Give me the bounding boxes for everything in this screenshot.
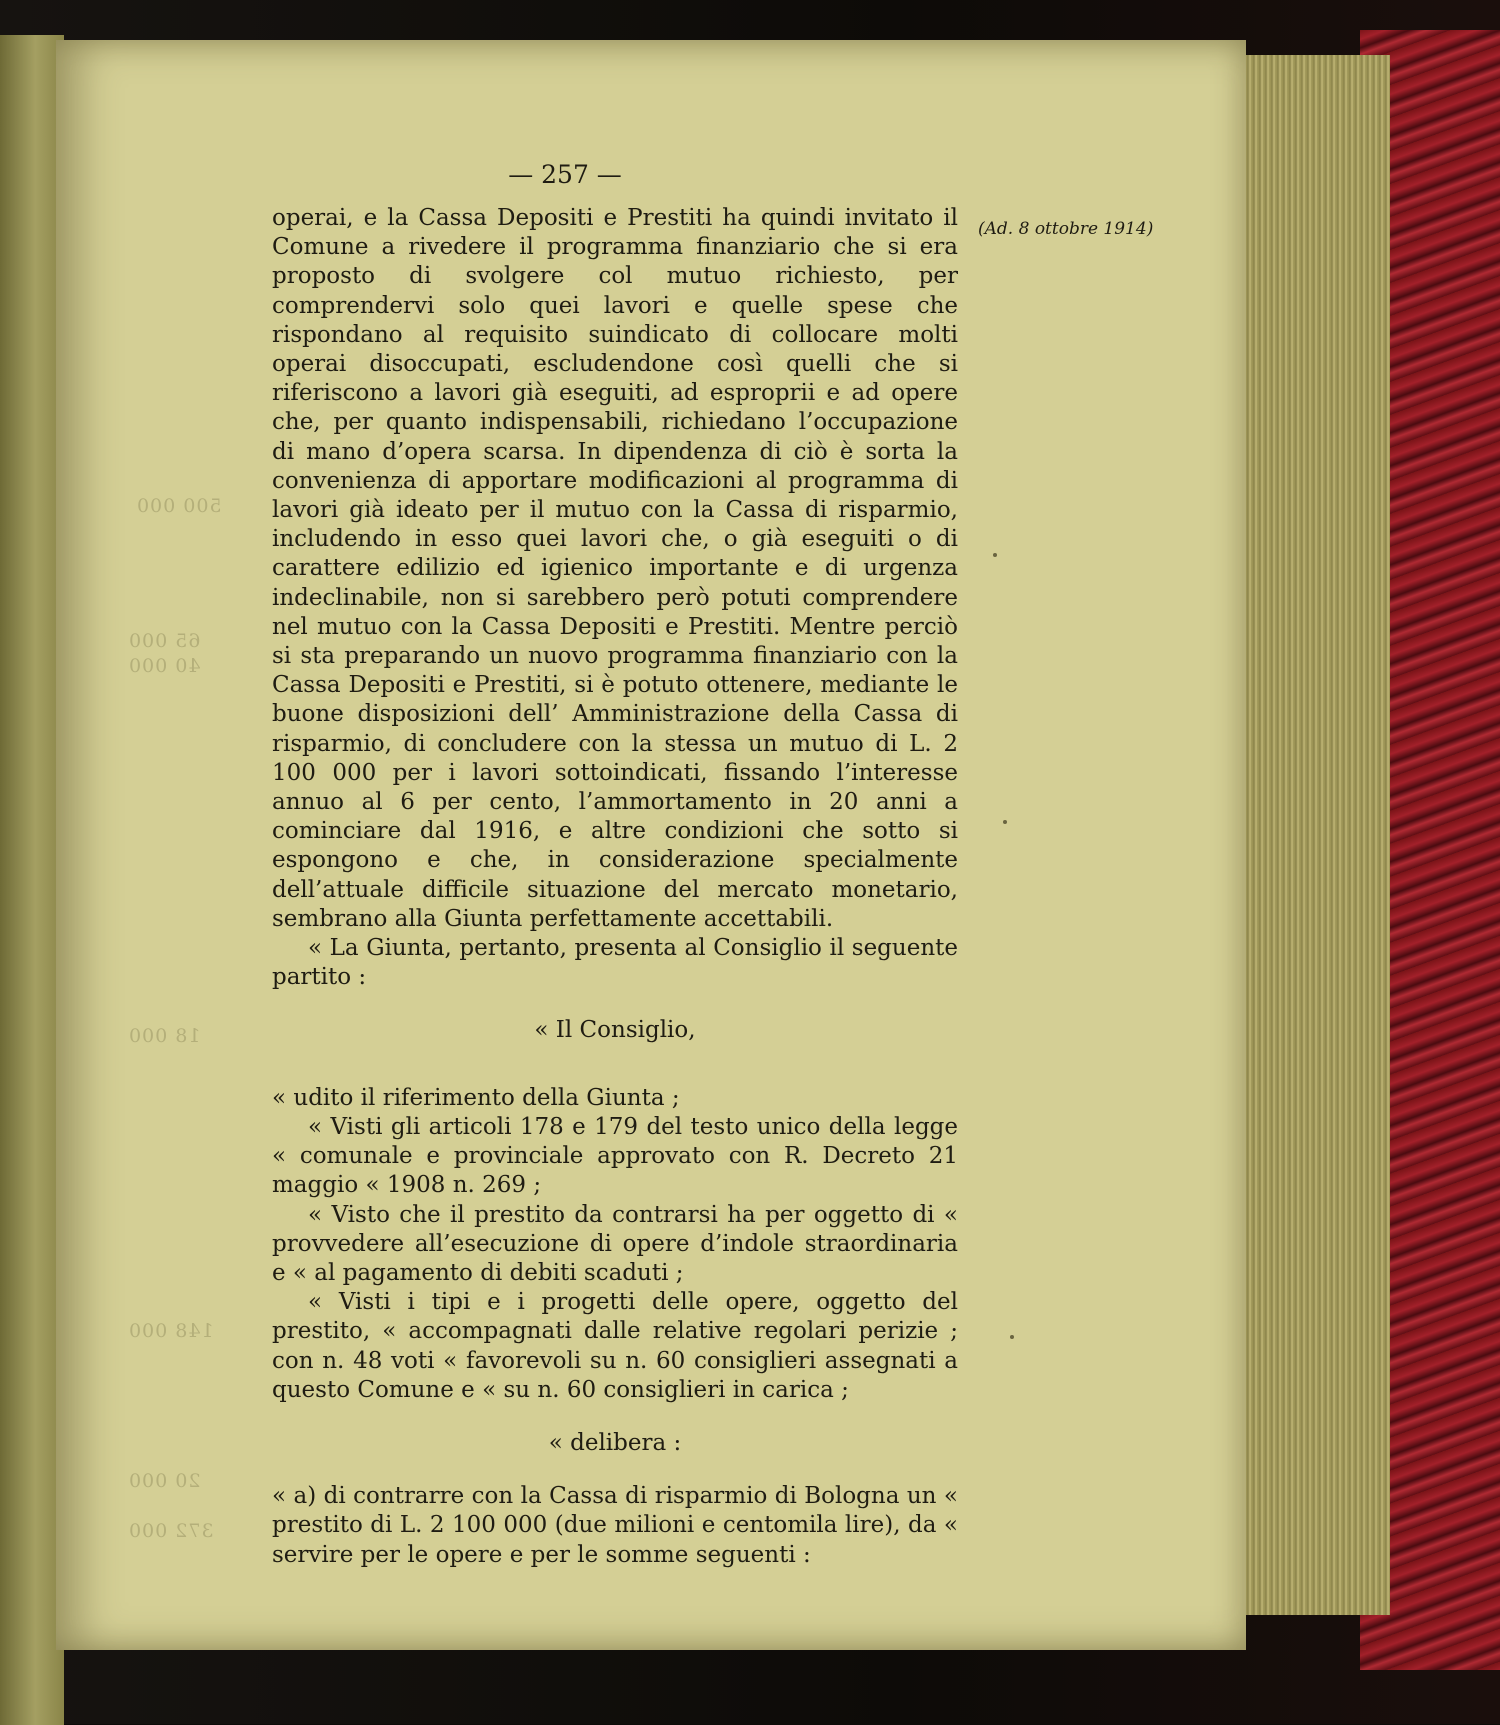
page-edges [1240,55,1390,1615]
heading-delibera: « delibera : [548,1429,682,1456]
ghost-mark: 20 000 [128,1470,201,1492]
paragraph: operai, e la Cassa Depositi e Prestiti ha quindi invitato il Comune a rivedere il programma finanziario che si era proposto di svolgere col mutuo richiesto, per comprendervi solo quei lavori e quelle spese che rispondano al requisito suindicato di collocare molti operai disoccupati, escludendone così quelli che si riferiscono a lavori già eseguiti, ad esproprii e ad opere che, per quanto indispensabili, richiedano l’occupazione di mano d’opera scarsa. In dipendenza di ciò è sorta la convenienza di apportare modificazioni al programma di lavori già ideato per il mutuo con la Cassa di risparmio, includendo in esso quei lavori che, o già eseguiti o di carattere edilizio ed igienico importante e di urgenza indeclinabile, non si sarebbero però potuti comprendere nel mutuo con la Cassa Depositi e Prestiti. Mentre perciò si sta preparando un nuovo programma finanziario con la Cassa Depositi e Prestiti, si è potuto ottenere, mediante le buone disposizioni dell’ Amministrazione della Cassa di risparmio, di concludere con la stessa un mutuo di L. 2 100 000 per i lavori sottoindicati, fissando l’interesse annuo al 6 per cento, l’ammortamento in 20 anni a cominciare dal 1916, e altre condizioni che sotto si espongono e che, in considerazione specialmente dell’attuale difficile situazione del mercato monetario, sembrano alla Giunta perfettamente accettabili. [272,205,958,932]
paragraph: « udito il riferimento della Giunta ; [272,1084,680,1111]
ghost-mark: 148 000 [128,1320,214,1342]
page-number: — 257 — [508,160,622,189]
ghost-mark: 18 000 [128,1025,201,1047]
specks [1003,820,1007,824]
specks [993,553,997,557]
paragraph: « Visti gli articoli 178 e 179 del testo unico della legge « comunale e provinciale approvato con R. Decreto 21 maggio « 1908 n. 269 ; [272,1113,958,1199]
body-text [272,204,958,1570]
paragraph: « La Giunta, pertanto, presenta al Consiglio il seguente partito : [272,935,958,991]
heading-consiglio: « Il Consiglio, [534,1017,696,1044]
ghost-mark: 40 000 [128,655,201,677]
ghost-mark: 372 000 [128,1520,214,1542]
paragraph: « Visto che il prestito da contrarsi ha per oggetto di « provvedere all’esecuzione di opere d’indole straordinaria e « al pagamento di debiti scaduti ; [272,1201,958,1286]
ghost-mark: 65 000 [128,630,201,652]
ghost-mark: 500 000 [136,495,222,517]
paragraph: « a) di contrarre con la Cassa di risparmio di Bologna un « prestito di L. 2 100 000 (due milioni e centomila lire), da « servire per le opere e per le somme seguenti : [272,1483,958,1568]
left-page-edge [0,35,64,1725]
margin-note: (Ad. 8 ottobre 1914) [978,219,1154,239]
specks [1010,1335,1014,1339]
paragraph: « Visti i tipi e i progetti delle opere, oggetto del prestito, « accompagnati dalle relative regolari perizie ; con n. 48 voti « favorevoli su n. 60 consiglieri assegnati a questo Comune e « su n. 60 consiglieri in carica ; [272,1289,958,1403]
